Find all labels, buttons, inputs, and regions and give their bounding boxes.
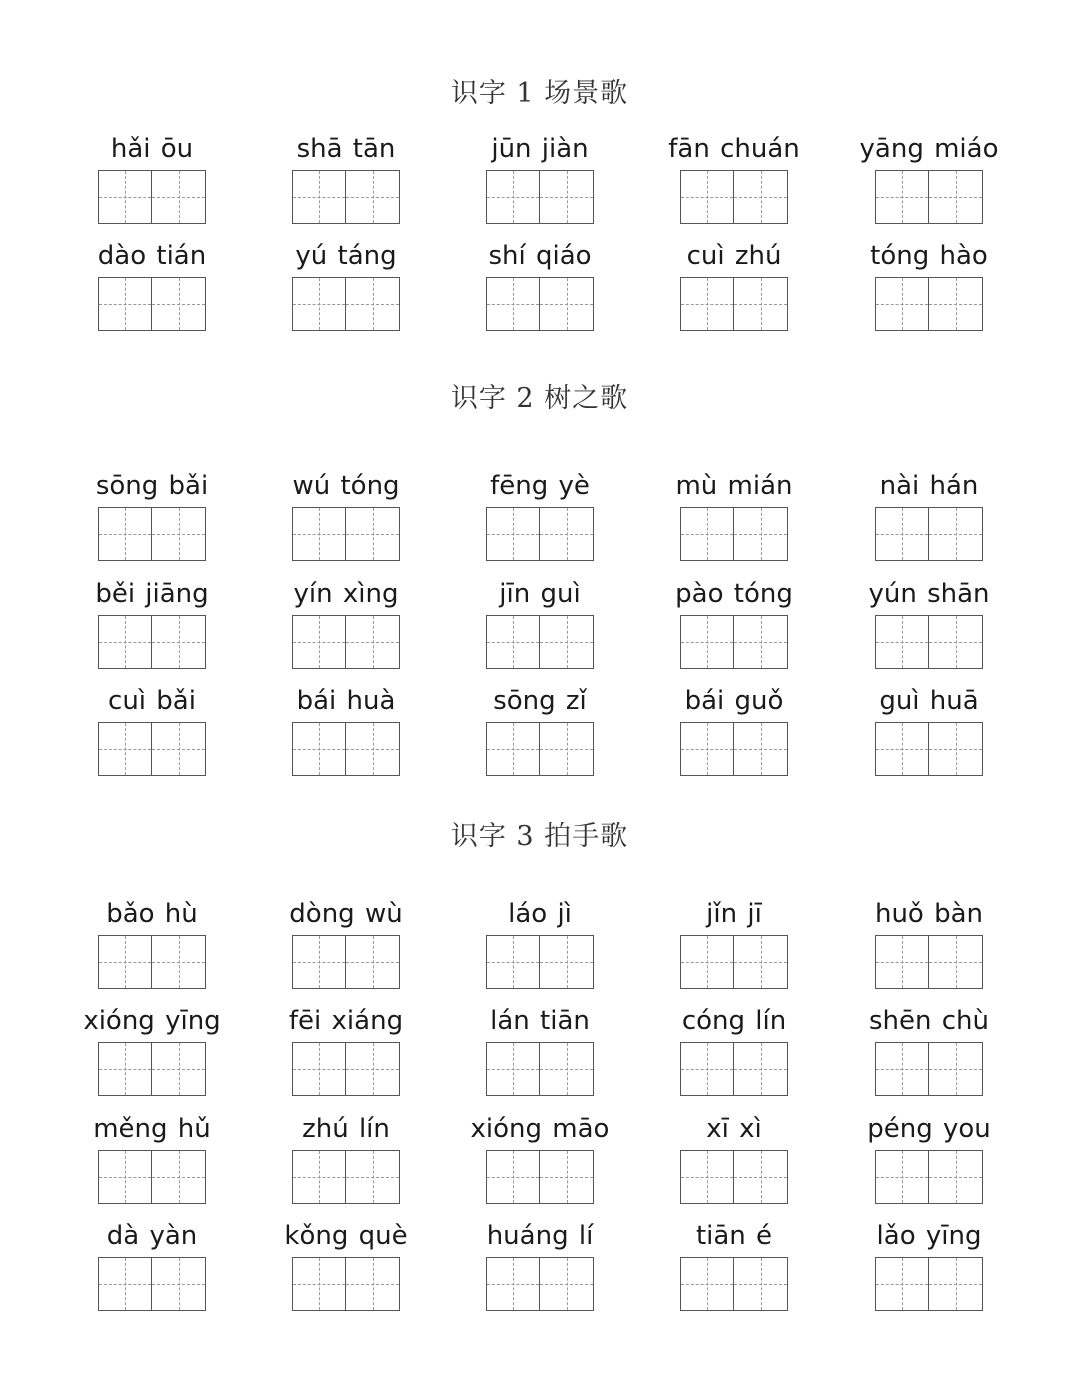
word-row: [0, 897, 1079, 997]
word-item: [52, 577, 252, 677]
writing-grid[interactable]: [875, 170, 983, 224]
word-item: [52, 897, 252, 997]
tianzige-cell[interactable]: [152, 1257, 206, 1311]
word-item: [246, 132, 446, 232]
section-title: 识字 3 拍手歌: [450, 821, 629, 852]
pinyin-label: yín xìng: [293, 579, 399, 609]
pinyin-label: tiān é: [695, 1221, 773, 1251]
tianzige-cell[interactable]: [98, 170, 152, 224]
writing-grid[interactable]: [875, 1150, 983, 1204]
tianzige-cell[interactable]: [734, 1257, 788, 1311]
word-item: [829, 897, 1029, 997]
tianzige-cell[interactable]: [929, 615, 983, 669]
writing-grid[interactable]: [680, 1257, 788, 1311]
word-item: [52, 132, 252, 232]
writing-grid[interactable]: [292, 507, 400, 561]
section-title: 识字 2 树之歌: [450, 383, 629, 414]
word-item: [440, 1112, 640, 1212]
tianzige-cell[interactable]: [152, 1042, 206, 1096]
word-item: [634, 1112, 834, 1212]
tianzige-cell[interactable]: [929, 507, 983, 561]
tianzige-cell[interactable]: [292, 170, 346, 224]
writing-grid[interactable]: [292, 722, 400, 776]
word-item: [52, 239, 252, 339]
tianzige-cell[interactable]: [680, 722, 734, 776]
word-item: [440, 132, 640, 232]
word-item: [246, 1219, 446, 1319]
tianzige-cell[interactable]: [680, 1150, 734, 1204]
writing-grid[interactable]: [486, 935, 594, 989]
word-item: [829, 577, 1029, 677]
pinyin-label: shā tān: [296, 134, 396, 164]
pinyin-label: kǒng què: [284, 1221, 408, 1251]
tianzige-cell[interactable]: [346, 507, 400, 561]
writing-grid[interactable]: [98, 1150, 206, 1204]
tianzige-cell[interactable]: [98, 277, 152, 331]
word-item: [829, 684, 1029, 784]
pinyin-label: cóng lín: [681, 1006, 787, 1036]
word-item: [829, 1112, 1029, 1212]
tianzige-cell[interactable]: [98, 615, 152, 669]
tianzige-cell[interactable]: [680, 170, 734, 224]
word-item: [829, 132, 1029, 232]
writing-grid[interactable]: [98, 722, 206, 776]
pinyin-label: sōng bǎi: [95, 471, 209, 501]
word-item: [440, 469, 640, 569]
tianzige-cell[interactable]: [98, 1257, 152, 1311]
pinyin-label: yún shān: [868, 579, 990, 609]
pinyin-label: wú tóng: [292, 471, 400, 501]
word-item: [246, 1112, 446, 1212]
tianzige-cell[interactable]: [680, 277, 734, 331]
pinyin-label: bái huà: [296, 686, 396, 716]
pinyin-label: jǐn jī: [706, 899, 762, 929]
writing-grid[interactable]: [98, 615, 206, 669]
pinyin-label: zhú lín: [302, 1114, 390, 1144]
word-item: [52, 684, 252, 784]
word-item: [634, 132, 834, 232]
pinyin-label: guì huā: [879, 686, 979, 716]
tianzige-cell[interactable]: [152, 277, 206, 331]
pinyin-label: dà yàn: [106, 1221, 198, 1251]
tianzige-cell[interactable]: [680, 935, 734, 989]
writing-grid[interactable]: [875, 615, 983, 669]
pinyin-label: běi jiāng: [95, 579, 209, 609]
word-item: [246, 1004, 446, 1104]
word-item: [440, 239, 640, 339]
writing-grid[interactable]: [98, 170, 206, 224]
tianzige-cell[interactable]: [875, 722, 929, 776]
pinyin-label: mù mián: [675, 471, 793, 501]
pinyin-label: dào tián: [97, 241, 207, 271]
writing-grid[interactable]: [680, 277, 788, 331]
tianzige-cell[interactable]: [346, 1042, 400, 1096]
tianzige-cell[interactable]: [875, 1150, 929, 1204]
tianzige-cell[interactable]: [486, 1042, 540, 1096]
tianzige-cell[interactable]: [734, 1042, 788, 1096]
tianzige-cell[interactable]: [929, 1150, 983, 1204]
writing-grid[interactable]: [98, 277, 206, 331]
pinyin-label: tóng hào: [870, 241, 988, 271]
pinyin-label: xióng māo: [470, 1114, 610, 1144]
writing-grid[interactable]: [680, 1042, 788, 1096]
pinyin-label: huǒ bàn: [874, 899, 984, 929]
word-item: [246, 239, 446, 339]
word-item: [829, 1219, 1029, 1319]
tianzige-cell[interactable]: [152, 507, 206, 561]
writing-grid[interactable]: [98, 1257, 206, 1311]
tianzige-cell[interactable]: [875, 935, 929, 989]
tianzige-cell[interactable]: [875, 615, 929, 669]
writing-grid[interactable]: [680, 1150, 788, 1204]
pinyin-label: yú táng: [295, 241, 397, 271]
tianzige-cell[interactable]: [292, 1150, 346, 1204]
word-item: [634, 684, 834, 784]
writing-grid[interactable]: [680, 170, 788, 224]
tianzige-cell[interactable]: [540, 722, 594, 776]
tianzige-cell[interactable]: [346, 170, 400, 224]
tianzige-cell[interactable]: [680, 507, 734, 561]
tianzige-cell[interactable]: [929, 170, 983, 224]
pinyin-label: měng hǔ: [93, 1114, 211, 1144]
pinyin-label: sōng zǐ: [493, 686, 587, 716]
tianzige-cell[interactable]: [486, 722, 540, 776]
tianzige-cell[interactable]: [486, 277, 540, 331]
tianzige-cell[interactable]: [875, 170, 929, 224]
tianzige-cell[interactable]: [346, 935, 400, 989]
pinyin-label: xióng yīng: [83, 1006, 221, 1036]
writing-grid[interactable]: [292, 1257, 400, 1311]
tianzige-cell[interactable]: [734, 722, 788, 776]
tianzige-cell[interactable]: [734, 277, 788, 331]
word-item: [246, 897, 446, 997]
tianzige-cell[interactable]: [98, 935, 152, 989]
writing-grid[interactable]: [486, 1150, 594, 1204]
word-row: [0, 684, 1079, 784]
tianzige-cell[interactable]: [292, 722, 346, 776]
tianzige-cell[interactable]: [486, 935, 540, 989]
tianzige-cell[interactable]: [734, 507, 788, 561]
pinyin-label: cuì bǎi: [108, 686, 196, 716]
writing-grid[interactable]: [875, 935, 983, 989]
tianzige-cell[interactable]: [486, 507, 540, 561]
tianzige-cell[interactable]: [929, 277, 983, 331]
tianzige-cell[interactable]: [486, 615, 540, 669]
word-item: [440, 1219, 640, 1319]
tianzige-cell[interactable]: [292, 1042, 346, 1096]
pinyin-label: lán tiān: [490, 1006, 590, 1036]
tianzige-cell[interactable]: [292, 615, 346, 669]
tianzige-cell[interactable]: [152, 722, 206, 776]
tianzige-cell[interactable]: [929, 722, 983, 776]
word-item: [829, 1004, 1029, 1104]
pinyin-label: fēi xiáng: [288, 1006, 404, 1036]
writing-grid[interactable]: [875, 722, 983, 776]
tianzige-cell[interactable]: [734, 615, 788, 669]
tianzige-cell[interactable]: [98, 1042, 152, 1096]
tianzige-cell[interactable]: [540, 1150, 594, 1204]
pinyin-label: shēn chù: [868, 1006, 989, 1036]
word-item: [440, 1004, 640, 1104]
tianzige-cell[interactable]: [346, 722, 400, 776]
tianzige-cell[interactable]: [346, 277, 400, 331]
writing-grid[interactable]: [875, 507, 983, 561]
word-item: [634, 577, 834, 677]
tianzige-cell[interactable]: [929, 1042, 983, 1096]
tianzige-cell[interactable]: [875, 1042, 929, 1096]
tianzige-cell[interactable]: [875, 507, 929, 561]
tianzige-cell[interactable]: [680, 1257, 734, 1311]
writing-grid[interactable]: [680, 507, 788, 561]
tianzige-cell[interactable]: [929, 935, 983, 989]
pinyin-label: láo jì: [508, 899, 572, 929]
writing-grid[interactable]: [486, 170, 594, 224]
tianzige-cell[interactable]: [292, 507, 346, 561]
pinyin-label: cuì zhú: [686, 241, 782, 271]
pinyin-label: bái guǒ: [684, 686, 784, 716]
pinyin-label: hǎi ōu: [110, 134, 194, 164]
tianzige-cell[interactable]: [680, 1042, 734, 1096]
pinyin-label: yāng miáo: [859, 134, 999, 164]
word-item: [52, 1219, 252, 1319]
tianzige-cell[interactable]: [734, 935, 788, 989]
writing-grid[interactable]: [292, 277, 400, 331]
tianzige-cell[interactable]: [98, 1150, 152, 1204]
pinyin-label: jīn guì: [499, 579, 581, 609]
pinyin-label: bǎo hù: [106, 899, 198, 929]
tianzige-cell[interactable]: [346, 615, 400, 669]
writing-grid[interactable]: [486, 1257, 594, 1311]
pinyin-label: shí qiáo: [488, 241, 592, 271]
tianzige-cell[interactable]: [346, 1257, 400, 1311]
tianzige-cell[interactable]: [346, 1150, 400, 1204]
tianzige-cell[interactable]: [875, 1257, 929, 1311]
pinyin-label: dòng wù: [289, 899, 403, 929]
writing-grid[interactable]: [680, 935, 788, 989]
writing-grid[interactable]: [680, 722, 788, 776]
writing-grid[interactable]: [292, 935, 400, 989]
word-item: [829, 469, 1029, 569]
tianzige-cell[interactable]: [98, 722, 152, 776]
word-row: [0, 132, 1079, 232]
word-item: [634, 1004, 834, 1104]
tianzige-cell[interactable]: [540, 170, 594, 224]
tianzige-cell[interactable]: [540, 935, 594, 989]
tianzige-cell[interactable]: [292, 935, 346, 989]
writing-grid[interactable]: [292, 170, 400, 224]
tianzige-cell[interactable]: [875, 277, 929, 331]
tianzige-cell[interactable]: [540, 615, 594, 669]
word-item: [829, 239, 1029, 339]
tianzige-cell[interactable]: [98, 507, 152, 561]
tianzige-cell[interactable]: [734, 1150, 788, 1204]
writing-grid[interactable]: [486, 1042, 594, 1096]
tianzige-cell[interactable]: [734, 170, 788, 224]
tianzige-cell[interactable]: [540, 1257, 594, 1311]
word-item: [634, 897, 834, 997]
pinyin-label: péng you: [867, 1114, 991, 1144]
pinyin-label: lǎo yīng: [876, 1221, 982, 1251]
writing-grid[interactable]: [98, 1042, 206, 1096]
word-item: [52, 1004, 252, 1104]
tianzige-cell[interactable]: [486, 170, 540, 224]
word-row: [0, 1004, 1079, 1104]
word-item: [52, 469, 252, 569]
tianzige-cell[interactable]: [540, 277, 594, 331]
writing-grid[interactable]: [875, 277, 983, 331]
tianzige-cell[interactable]: [152, 1150, 206, 1204]
writing-grid[interactable]: [486, 277, 594, 331]
word-row: [0, 239, 1079, 339]
pinyin-label: nài hán: [879, 471, 979, 501]
writing-grid[interactable]: [486, 722, 594, 776]
tianzige-cell[interactable]: [152, 615, 206, 669]
pinyin-label: huáng lí: [486, 1221, 594, 1251]
tianzige-cell[interactable]: [540, 507, 594, 561]
pinyin-label: jūn jiàn: [491, 134, 589, 164]
tianzige-cell[interactable]: [152, 935, 206, 989]
writing-grid[interactable]: [875, 1257, 983, 1311]
writing-grid[interactable]: [292, 615, 400, 669]
word-item: [634, 239, 834, 339]
pinyin-label: fān chuán: [668, 134, 800, 164]
tianzige-cell[interactable]: [680, 615, 734, 669]
word-item: [246, 577, 446, 677]
tianzige-cell[interactable]: [292, 277, 346, 331]
section-title: 识字 1 场景歌: [450, 78, 629, 109]
word-item: [634, 1219, 834, 1319]
tianzige-cell[interactable]: [292, 1257, 346, 1311]
tianzige-cell[interactable]: [929, 1257, 983, 1311]
word-row: [0, 1219, 1079, 1319]
word-item: [52, 1112, 252, 1212]
writing-grid[interactable]: [292, 1042, 400, 1096]
word-row: [0, 577, 1079, 677]
word-item: [246, 469, 446, 569]
writing-grid[interactable]: [486, 507, 594, 561]
tianzige-cell[interactable]: [540, 1042, 594, 1096]
word-item: [246, 684, 446, 784]
word-item: [440, 897, 640, 997]
tianzige-cell[interactable]: [486, 1150, 540, 1204]
writing-grid[interactable]: [680, 615, 788, 669]
pinyin-label: fēng yè: [490, 471, 590, 501]
word-row: [0, 1112, 1079, 1212]
word-item: [634, 469, 834, 569]
word-row: [0, 469, 1079, 569]
writing-grid[interactable]: [98, 507, 206, 561]
tianzige-cell[interactable]: [486, 1257, 540, 1311]
tianzige-cell[interactable]: [152, 170, 206, 224]
writing-grid[interactable]: [98, 935, 206, 989]
pinyin-label: pào tóng: [675, 579, 793, 609]
word-item: [440, 577, 640, 677]
writing-grid[interactable]: [875, 1042, 983, 1096]
writing-grid[interactable]: [486, 615, 594, 669]
word-item: [440, 684, 640, 784]
writing-grid[interactable]: [292, 1150, 400, 1204]
pinyin-label: xī xì: [706, 1114, 762, 1144]
